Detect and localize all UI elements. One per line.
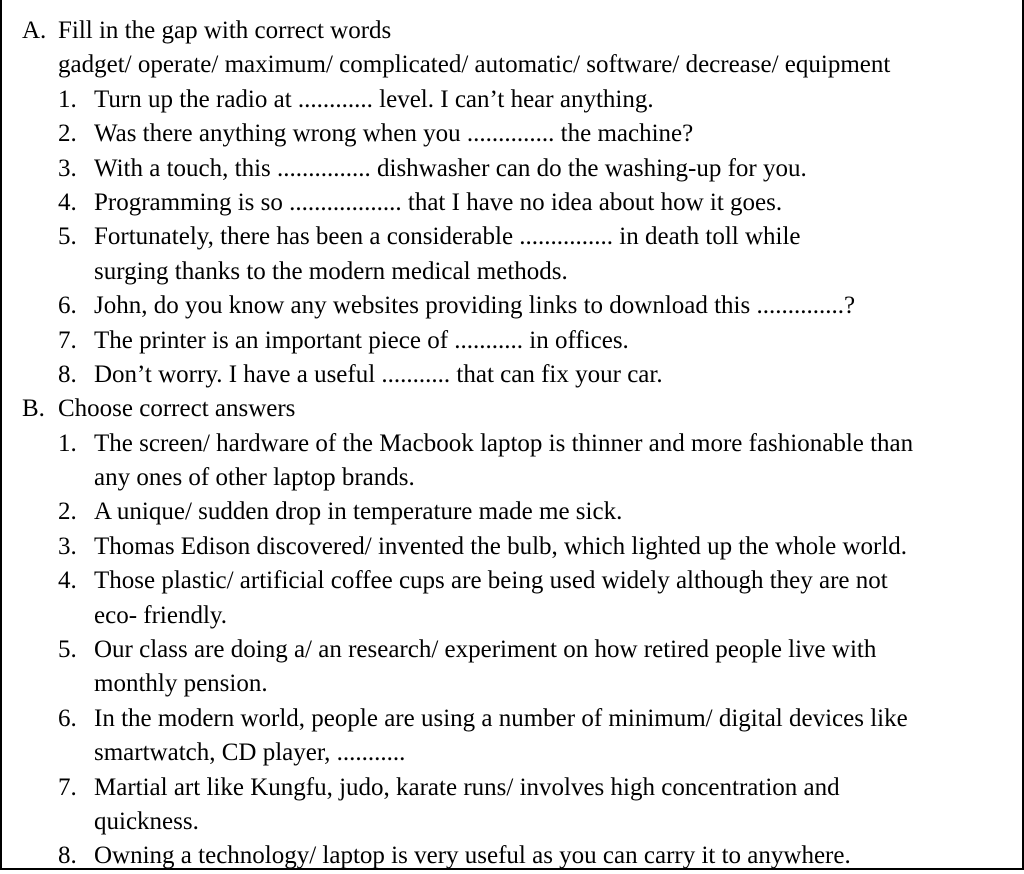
item-text-continuation: any ones of other laptop brands.: [94, 464, 415, 492]
item-text: John, do you know any websites providing links to download this ..............?: [94, 292, 856, 320]
item-number: 8.: [58, 842, 77, 870]
item-text: Was there anything wrong when you .............. the machine?: [94, 120, 694, 148]
item-number: 5.: [58, 636, 77, 664]
item-number: 3.: [58, 532, 77, 560]
item-number: 7.: [58, 773, 77, 801]
item-text: The screen/ hardware of the Macbook laptop is thinner and more fashionable than: [94, 429, 914, 457]
item-text: Our class are doing a/ an research/ experiment on how retired people live with: [94, 636, 877, 664]
section-a-title: Fill in the gap with correct words: [58, 17, 392, 44]
item-number: 1.: [58, 429, 77, 457]
item-number: 3.: [58, 154, 77, 182]
section-a-item-2: [22, 117, 1012, 151]
item-number: 7.: [58, 326, 77, 354]
section-a-item-8: [22, 358, 1012, 392]
section-a-item-5: [22, 220, 1012, 254]
section-b-item-2: [22, 495, 1012, 529]
item-number: 4.: [58, 188, 77, 216]
item-text: Those plastic/ artificial coffee cups are being used widely although they are not: [94, 567, 888, 595]
item-number: 2.: [58, 120, 77, 148]
item-text-continuation: smartwatch, CD player, ...........: [94, 739, 406, 767]
item-text: Turn up the radio at ............ level. I can’t hear anything.: [94, 85, 654, 113]
item-text-continuation: monthly pension.: [94, 670, 268, 698]
section-b-item-7: [22, 771, 1012, 805]
section-b-item-3: [22, 530, 1012, 564]
item-number: 8.: [58, 360, 77, 388]
item-number: 6.: [58, 292, 77, 320]
item-text-continuation: quickness.: [94, 807, 199, 835]
item-text: Martial art like Kungfu, judo, karate runs/ involves high concentration and: [94, 773, 840, 801]
section-b-heading: [22, 392, 1012, 426]
item-text: Programming is so .................. that I have no idea about how it goes.: [94, 188, 783, 216]
item-text: With a touch, this ............... dishwasher can do the washing-up for you.: [94, 154, 807, 182]
section-b-letter: B.: [22, 395, 45, 423]
item-text: In the modern world, people are using a number of minimum/ digital devices like: [94, 704, 908, 732]
item-number: 4.: [58, 567, 77, 595]
section-a-heading: [22, 14, 1012, 48]
item-text: Don’t worry. I have a useful ........... that can fix your car.: [94, 360, 663, 388]
section-b-item-4: [22, 564, 1012, 598]
section-a-item-6: [22, 289, 1012, 323]
item-number: 6.: [58, 704, 77, 732]
section-a-letter: A.: [22, 17, 47, 44]
item-number: 5.: [58, 223, 77, 251]
item-text: Thomas Edison discovered/ invented the bulb, which lighted up the whole world.: [94, 532, 908, 560]
word-bank: gadget/ operate/ maximum/ complicated/ automatic/ software/ decrease/ equipment: [58, 51, 891, 79]
item-text: A unique/ sudden drop in temperature made me sick.: [94, 498, 623, 526]
item-text-continuation: eco- friendly.: [94, 601, 228, 629]
item-text: The printer is an important piece of ........... in offices.: [94, 326, 629, 354]
section-a-item-4: [22, 186, 1012, 220]
section-a-item-7: [22, 324, 1012, 358]
item-number: 2.: [58, 498, 77, 526]
item-text-continuation: surging thanks to the modern medical methods.: [94, 257, 568, 285]
section-a-item-3: [22, 152, 1012, 186]
section-b-item-6: [22, 702, 1012, 736]
item-text: Fortunately, there has been a considerable ............... in death toll while: [94, 223, 801, 251]
section-b-item-8: [22, 839, 1012, 873]
section-b-item-1: [22, 427, 1012, 461]
worksheet-content: [22, 14, 1012, 874]
section-b-item-5: [22, 633, 1012, 667]
item-number: 1.: [58, 85, 77, 113]
item-text: Owning a technology/ laptop is very useful as you can carry it to anywhere.: [94, 842, 851, 870]
section-b-title: Choose correct answers: [58, 395, 296, 423]
section-a-item-1: [22, 83, 1012, 117]
